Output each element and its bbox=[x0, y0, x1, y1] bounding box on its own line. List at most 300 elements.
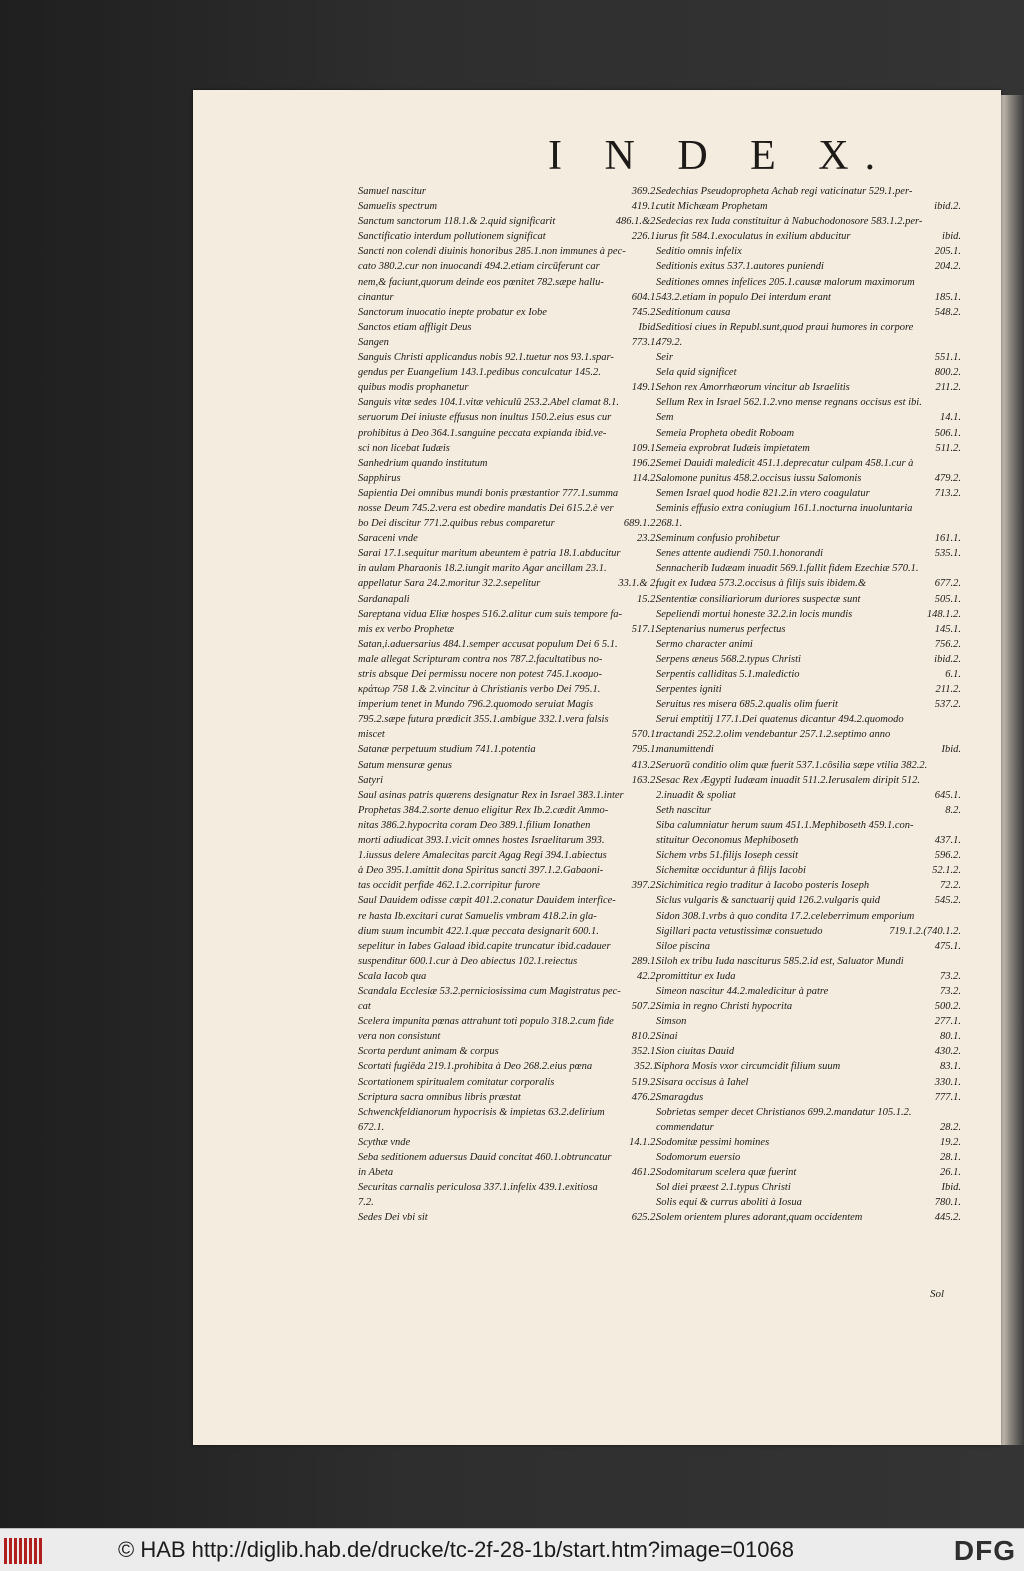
index-entry bbox=[358, 1180, 658, 1195]
index-entry-text: Sol diei præest 2.1.typus Christi bbox=[656, 1182, 791, 1194]
index-entry bbox=[656, 833, 961, 848]
index-entry-page: 277.1. bbox=[934, 1016, 961, 1028]
index-entry bbox=[358, 758, 658, 773]
index-entry bbox=[358, 184, 658, 199]
index-entry-page: 211.2. bbox=[935, 382, 961, 394]
index-entry bbox=[656, 607, 961, 622]
index-entry bbox=[358, 214, 658, 229]
index-entry-text: Satan,i.aduersarius 484.1.semper accusat populum Dei 6 5.1. bbox=[358, 638, 618, 650]
index-entry-text: suspenditur 600.1.cur à Deo abiectus 102.1.reiectus bbox=[358, 955, 578, 967]
index-entry bbox=[656, 441, 961, 456]
index-entry-text: manumittendi bbox=[656, 744, 714, 756]
index-entry bbox=[656, 984, 961, 999]
index-entry-text: Seruorū conditio olim quæ fuerit 537.1.cōsilia sæpe vtilia 382.2. bbox=[656, 759, 928, 771]
index-entry bbox=[656, 773, 961, 788]
index-entry bbox=[656, 622, 961, 637]
index-entry-text: Scriptura sacra omnibus libris præstat bbox=[358, 1091, 521, 1103]
index-entry bbox=[358, 199, 658, 214]
index-entry bbox=[358, 803, 658, 818]
index-entry bbox=[358, 410, 658, 425]
index-entry-text: Sanguis vitæ sedes 104.1.vitæ vehiculū 253.2.Abel clamat 8.1. bbox=[358, 397, 620, 409]
index-entry-text: Sesac Rex Ægypti Iudæam inuadit 511.2.Ierusalem diripit 512. bbox=[656, 774, 921, 786]
index-entry bbox=[656, 305, 961, 320]
index-entry bbox=[358, 607, 658, 622]
index-entry-text: Sententiæ consiliariorum duriores suspectæ sunt bbox=[656, 593, 861, 605]
index-entry-page: 461.2. bbox=[631, 1167, 658, 1179]
index-entry-text: Prophetas 384.2.sorte denuo eligitur Rex Ib.2.cædit Ammo- bbox=[358, 804, 609, 816]
index-entry-text: Sedechias Pseudopropheta Achab regi vaticinatur 529.1.per- bbox=[656, 186, 913, 197]
index-entry bbox=[656, 909, 961, 924]
index-entry-text: imperium tenet in Mundo 796.2.quomodo seruiat Magis bbox=[358, 699, 594, 711]
index-entry bbox=[358, 1165, 658, 1180]
index-entry-text: Scythæ vnde bbox=[358, 1136, 411, 1148]
index-entry-page: 645.1. bbox=[934, 789, 961, 801]
index-entry bbox=[656, 682, 961, 697]
index-entry-text: Sichem vrbs 51.filijs Ioseph cessit bbox=[656, 850, 799, 862]
index-entry-text: Satanæ perpetuum studium 741.1.potentia bbox=[358, 744, 536, 756]
index-entry-page: 28.2. bbox=[940, 1121, 961, 1133]
index-entry-text: κράτωρ 758 1.& 2.vincitur à Christianis verbo Dei 795.1. bbox=[358, 684, 601, 696]
index-entry-text: Semeia Propheta obedit Roboam bbox=[656, 427, 795, 439]
index-entry bbox=[656, 878, 961, 893]
index-entry-text: Scelera impunita pœnas attrahunt toti populo 318.2.cum fide bbox=[358, 1016, 614, 1028]
index-entry-page: 14.1.2. bbox=[629, 1136, 658, 1148]
index-entry bbox=[656, 576, 961, 591]
index-entry-text: Sellum Rex in Israel 562.1.2.vno mense regnans occisus est ibi. bbox=[656, 397, 922, 409]
index-entry-text: dium suum incumbit 422.1.quæ peccata designarit 600.1. bbox=[358, 925, 599, 937]
index-entry bbox=[358, 878, 658, 893]
index-entry-page: 109.1. bbox=[631, 442, 658, 454]
index-entry-text: Sanctum sanctorum 118.1.& 2.quid significarit bbox=[358, 216, 556, 228]
index-entry-page: 369.2. bbox=[631, 186, 658, 197]
index-entry-page: 6.1. bbox=[945, 669, 961, 680]
index-entry-text: 795.2.sæpe futura prædicit 355.1.ambigue 332.1.vera falsis bbox=[358, 714, 609, 726]
index-entry-text: appellatur Sara 24.2.moritur 32.2.sepelitur bbox=[358, 578, 541, 590]
index-entry-text: Semei Dauidi maledicit 451.1.deprecatur culpam 458.1.cur à bbox=[656, 457, 914, 469]
footer-copyright[interactable]: © HAB http://diglib.hab.de/drucke/tc-2f-28-1b/start.htm?image=01068 bbox=[118, 1537, 794, 1562]
index-entry-text: morti adiudicat 393.1.vicit omnes hostes Israelitarum 393. bbox=[358, 835, 605, 847]
index-entry bbox=[656, 727, 961, 742]
index-entry-text: sepelitur in Iabes Galaad ibid.capite truncatur ibid.cadauer bbox=[358, 940, 611, 952]
index-entry bbox=[358, 1090, 658, 1105]
index-entry-text: bo Dei discitur 771.2.quibus rebus comparetur bbox=[358, 518, 555, 530]
index-entry-text: male allegat Scripturam contra nos 787.2.facultatibus no- bbox=[358, 653, 603, 665]
index-entry bbox=[656, 259, 961, 274]
index-entry-text: Smaragdus bbox=[656, 1091, 704, 1103]
index-entry-page: 73.2. bbox=[940, 985, 961, 997]
index-entry-text: Siphora Mosis vxor circumcidit filium suum bbox=[656, 1061, 841, 1073]
index-entry-page: 161.1. bbox=[934, 533, 961, 545]
index-entry-page: 185.1. bbox=[934, 291, 961, 303]
index-entry-text: Scala Iacob qua bbox=[358, 970, 427, 982]
index-entry-page: 196.2. bbox=[631, 457, 658, 469]
index-entry bbox=[358, 1195, 658, 1210]
index-entry-text: Saul Dauidem odisse cœpit 401.2.conatur Dauidem interfice- bbox=[358, 895, 616, 907]
index-entry bbox=[358, 909, 658, 924]
index-entry bbox=[656, 380, 961, 395]
index-entry-page: 149.1. bbox=[631, 382, 658, 394]
index-entry bbox=[358, 742, 658, 757]
index-entry-text: tractandi 252.2.olim vendebantur 257.1.2.septimo anno bbox=[656, 729, 891, 741]
index-entry-text: Sanguis Christi applicandus nobis 92.1.tuetur nos 93.1.spar- bbox=[358, 352, 614, 364]
index-entry-page: 72.2. bbox=[940, 880, 961, 892]
index-entry-page: Ibid. bbox=[638, 321, 658, 333]
index-entry-page: 596.2. bbox=[934, 850, 961, 862]
index-entry bbox=[656, 939, 961, 954]
index-entry-text: Sehon rex Amorrhæorum vincitur ab Israelitis bbox=[656, 382, 850, 394]
index-entry bbox=[656, 712, 961, 727]
index-entry-page: 23.2. bbox=[637, 533, 658, 545]
index-entry bbox=[358, 244, 658, 259]
index-entry bbox=[358, 1150, 658, 1165]
index-entry bbox=[656, 546, 961, 561]
index-entry-text: Siloe piscina bbox=[656, 940, 710, 952]
index-entry bbox=[656, 184, 961, 199]
page-edge bbox=[1000, 95, 1024, 1445]
index-entry-page: 511.2. bbox=[935, 442, 961, 454]
index-entry bbox=[358, 954, 658, 969]
index-entry-text: cinantur bbox=[358, 291, 394, 303]
index-entry-text: Sanctificatio interdum pollutionem significat bbox=[358, 231, 546, 243]
dfg-logo: DFG bbox=[953, 1535, 1016, 1566]
index-entry bbox=[656, 848, 961, 863]
index-entry-text: Sedes Dei vbi sit bbox=[358, 1212, 428, 1224]
index-entry-text: nem,& faciunt,quorum deinde eos pœnitet 782.sæpe hallu- bbox=[358, 276, 604, 288]
index-entry-page: 14.1. bbox=[940, 412, 961, 424]
index-entry bbox=[656, 395, 961, 410]
index-entry-page: 689.1.2. bbox=[623, 518, 658, 530]
index-entry bbox=[358, 773, 658, 788]
index-entry-page: 500.2. bbox=[934, 1001, 961, 1013]
index-entry bbox=[656, 501, 961, 516]
index-entry bbox=[358, 939, 658, 954]
index-entry-text: Securitas carnalis periculosa 337.1.infelix 439.1.exitiosa bbox=[358, 1182, 598, 1194]
index-entry-text: Sion ciuitas Dauid bbox=[656, 1046, 735, 1058]
index-entry bbox=[656, 350, 961, 365]
index-entry-text: Sanctorum inuocatio inepte probatur ex Iobe bbox=[358, 306, 547, 318]
index-entry bbox=[358, 788, 658, 803]
index-entry bbox=[656, 471, 961, 486]
index-entry-text: tas occidit perfide 462.1.2.corripitur furore bbox=[358, 880, 541, 892]
index-entry-page: 719.1.2.(740.1.2. bbox=[889, 925, 961, 937]
index-entry-page: 505.1. bbox=[934, 593, 961, 605]
index-entry-page: 548.2. bbox=[934, 306, 961, 318]
index-entry bbox=[656, 229, 961, 244]
index-entry bbox=[656, 818, 961, 833]
index-entry bbox=[656, 275, 961, 290]
index-entry-text: Sodomitarum scelera quæ fuerint bbox=[656, 1167, 797, 1179]
index-entry bbox=[656, 788, 961, 803]
index-entry-page: 476.2. bbox=[631, 1091, 658, 1103]
index-entry-page: 507.2. bbox=[631, 1001, 658, 1013]
index-entry-text: Sichemitæ occiduntur à filijs Iacobi bbox=[656, 865, 806, 877]
index-entry-text: 7.2. bbox=[358, 1197, 374, 1209]
index-entry-text: in Abeta bbox=[358, 1167, 394, 1179]
index-entry-page: 19.2. bbox=[940, 1136, 961, 1148]
index-entry bbox=[358, 667, 658, 682]
index-entry bbox=[358, 501, 658, 516]
index-entry-text: promittitur ex Iuda bbox=[656, 970, 736, 982]
index-entry-text: Siclus vulgaris & sanctuarij quid 126.2.vulgaris quid bbox=[656, 895, 881, 907]
index-entry bbox=[656, 1059, 961, 1074]
index-entry-text: Saraceni vnde bbox=[358, 533, 418, 545]
index-entry-text: Simeon nascitur 44.2.maledicitur à patre bbox=[656, 985, 829, 997]
index-entry-page: 517.1. bbox=[631, 623, 658, 635]
index-entry bbox=[358, 275, 658, 290]
index-entry-text: iurus fit 584.1.exoculatus in exilium abducitur bbox=[656, 231, 851, 243]
index-entry bbox=[358, 622, 658, 637]
index-entry-text: Sardanapali bbox=[358, 593, 410, 605]
index-entry-text: Sinai bbox=[656, 1031, 678, 1043]
index-entry-text: Sarai 17.1.sequitur maritum abeuntem è patria 18.1.abducitur bbox=[358, 548, 621, 560]
index-entry-page: 551.1. bbox=[934, 352, 961, 364]
index-entry bbox=[358, 259, 658, 274]
index-entry-page: 330.1. bbox=[934, 1076, 961, 1088]
index-entry-page: 677.2. bbox=[934, 578, 961, 590]
index-entry-text: 2.inuadit & spoliat bbox=[656, 789, 736, 801]
index-entry-page: 437.1. bbox=[934, 835, 961, 847]
index-entry-page: 15.2. bbox=[637, 593, 658, 605]
index-entry bbox=[656, 365, 961, 380]
footer-bar bbox=[0, 1528, 1024, 1571]
index-entry-text: Solem orientem plures adorant,quam occidentem bbox=[656, 1212, 863, 1224]
index-entry bbox=[656, 1210, 961, 1225]
index-entry-text: Scandala Ecclesiæ 53.2.perniciosissima cum Magistratus pec- bbox=[358, 985, 621, 997]
index-entry-text: Sangen bbox=[358, 336, 389, 348]
index-entry bbox=[358, 1029, 658, 1044]
index-entry-page: ibid. bbox=[942, 231, 961, 243]
index-entry-text: Satyri bbox=[358, 774, 384, 786]
index-entry-text: Sodomorum euersio bbox=[656, 1152, 741, 1163]
index-entry bbox=[656, 1075, 961, 1090]
index-entry-text: Serpentis calliditas 5.1.maledictio bbox=[656, 669, 800, 680]
index-entry bbox=[358, 426, 658, 441]
index-entry bbox=[656, 1120, 961, 1135]
index-entry bbox=[656, 1044, 961, 1059]
index-entry-page: 475.1. bbox=[934, 940, 961, 952]
index-entry-text: Sigillari pacta vetustissimæ consuetudo bbox=[656, 925, 823, 937]
index-entry-text: Sodomitæ pessimi homines bbox=[656, 1136, 770, 1148]
index-entry-text: Sancti non colendi diuinis honoribus 285.1.non immunes à pec- bbox=[358, 246, 626, 258]
index-entry-text: Seditio omnis infelix bbox=[656, 246, 742, 258]
index-entry bbox=[656, 335, 961, 350]
index-entry-page: 486.1.&2. bbox=[615, 216, 658, 228]
index-entry-text: Simson bbox=[656, 1016, 687, 1028]
index-entry-page: 413.2. bbox=[631, 759, 658, 771]
index-entry bbox=[656, 486, 961, 501]
index-entry bbox=[358, 637, 658, 652]
index-entry-text: Seminum confusio prohibetur bbox=[656, 533, 780, 545]
index-entry-page: 625.2. bbox=[631, 1212, 658, 1224]
index-entry-page: 42.2. bbox=[637, 970, 658, 982]
index-entry bbox=[358, 456, 658, 471]
index-entry-page: 419.1. bbox=[631, 201, 658, 213]
index-entry-text: Sela quid significet bbox=[656, 367, 737, 379]
index-entry bbox=[656, 893, 961, 908]
index-entry-text: Sennacherib Iudæam inuadit 569.1.fallit fidem Ezechiæ 570.1. bbox=[656, 563, 919, 575]
index-entry bbox=[358, 290, 658, 305]
index-entry-page: 800.2. bbox=[934, 367, 961, 379]
index-entry-page: 479.2. bbox=[934, 472, 961, 484]
index-entry-page: 352.1. bbox=[631, 1046, 658, 1058]
index-entry-text: Sermo character animi bbox=[656, 638, 753, 650]
index-entry-page: 519.2. bbox=[631, 1076, 658, 1088]
index-entry-text: Salomone punitus 458.2.occisus iussu Salomonis bbox=[656, 472, 862, 484]
index-entry-page: 570.1. bbox=[631, 729, 658, 741]
index-entry bbox=[656, 697, 961, 712]
index-entry bbox=[656, 531, 961, 546]
index-entry-text: commendatur bbox=[656, 1121, 714, 1133]
index-entry-text: Seditiosi ciues in Republ.sunt,quod praui humores in corpore bbox=[656, 321, 914, 333]
index-entry bbox=[358, 1014, 658, 1029]
index-entry-page: 289.1. bbox=[631, 955, 658, 967]
index-entry-text: Seth nascitur bbox=[656, 804, 712, 816]
index-entry bbox=[656, 1014, 961, 1029]
index-entry-text: 479.2. bbox=[656, 336, 683, 348]
index-entry-page: 713.2. bbox=[934, 487, 961, 499]
index-entry bbox=[358, 592, 658, 607]
index-entry-text: Siba calumniatur herum suum 451.1.Mephiboseth 459.1.con- bbox=[656, 819, 914, 831]
index-entry-text: 268.1. bbox=[656, 518, 683, 530]
page-title: I N D E X. bbox=[548, 133, 892, 179]
index-entry-text: re hasta Ib.excitari curat Samuelis vmbram 418.2.in gla- bbox=[358, 910, 597, 922]
index-entry bbox=[358, 1075, 658, 1090]
index-entry bbox=[358, 335, 658, 350]
index-entry-text: gendus per Euangelium 143.1.pedibus conculcatur 145.2. bbox=[358, 367, 601, 379]
index-entry-page: 777.1. bbox=[934, 1091, 961, 1103]
index-entry bbox=[656, 742, 961, 757]
index-entry bbox=[358, 395, 658, 410]
index-entry-text: Sisara occisus à Iahel bbox=[656, 1076, 749, 1088]
index-entry bbox=[656, 592, 961, 607]
index-entry bbox=[358, 1210, 658, 1225]
index-entry bbox=[358, 546, 658, 561]
index-entry-page: 604.1. bbox=[631, 291, 658, 303]
index-entry-text: Sanhedrium quando institutum bbox=[358, 457, 488, 469]
index-entry-page: Ibid. bbox=[941, 744, 961, 756]
index-entry-text: Simia in regno Christi hypocrita bbox=[656, 1001, 793, 1013]
index-entry-page: 52.1.2. bbox=[932, 865, 961, 877]
index-entry-page: ibid.2. bbox=[934, 653, 961, 665]
index-entry-text: Seruitus res misera 685.2.qualis olim fuerit bbox=[656, 699, 838, 711]
index-entry-page: 756.2. bbox=[934, 638, 961, 650]
index-entry bbox=[656, 637, 961, 652]
index-entry-text: Seba seditionem aduersus Dauid concitat 460.1.obtruncatur bbox=[358, 1152, 612, 1163]
index-entry-text: Sepeliendi mortui honeste 32.2.in locis mundis bbox=[656, 608, 853, 620]
index-entry-page: 8.2. bbox=[945, 804, 961, 816]
index-entry-text: Septenarius numerus perfectus bbox=[656, 623, 786, 635]
index-entry-text: quibus modis prophanetur bbox=[358, 382, 469, 394]
index-entry bbox=[358, 516, 658, 531]
index-entry-text: 672.1. bbox=[358, 1121, 385, 1133]
index-entry-text: à Deo 395.1.amittit dona Spiritus sancti 397.1.2.Gabaoni- bbox=[358, 865, 604, 877]
index-entry-text: Seditiones omnes infelices 205.1.causæ malorum maximorum bbox=[656, 276, 915, 288]
index-entry-text: cato 380.2.cur non inuocandi 494.2.etiam circūferunt car bbox=[358, 261, 600, 273]
index-entry bbox=[358, 924, 658, 939]
index-entry-page: 83.1. bbox=[940, 1061, 961, 1073]
index-entry bbox=[656, 999, 961, 1014]
index-entry bbox=[656, 969, 961, 984]
index-entry-page: 745.2. bbox=[631, 306, 658, 318]
index-entry-text: Scortationem spiritualem comitatur corporalis bbox=[358, 1076, 555, 1088]
index-entry-text: Sidon 308.1.vrbs à quo condita 17.2.celeberrimum emporium bbox=[656, 910, 915, 922]
index-entry-text: Sapientia Dei omnibus mundi bonis præstantior 777.1.summa bbox=[358, 487, 619, 499]
index-entry-text: in aulam Pharaonis 18.2.iungit marito Agar ancillam 23.1. bbox=[358, 563, 607, 575]
index-entry-text: Sareptana vidua Eliæ hospes 516.2.alitur cum suis tempore fa- bbox=[358, 608, 623, 620]
index-entry-page: 445.2. bbox=[934, 1212, 961, 1224]
index-entry-text: Scorta perdunt animam & corpus bbox=[358, 1046, 499, 1058]
index-entry-page: 430.2. bbox=[934, 1046, 961, 1058]
index-entry bbox=[656, 1090, 961, 1105]
index-entry bbox=[358, 833, 658, 848]
index-entry bbox=[358, 471, 658, 486]
index-entry-text: Seir bbox=[656, 352, 673, 364]
index-entry bbox=[358, 441, 658, 456]
index-entry-text: sci non licebat Iudæis bbox=[358, 442, 450, 454]
index-entry bbox=[358, 893, 658, 908]
index-entry-page: 506.1. bbox=[934, 427, 961, 439]
index-entry bbox=[358, 818, 658, 833]
index-entry-text: Sem bbox=[656, 412, 674, 424]
index-entry-page: ibid.2. bbox=[934, 201, 961, 213]
index-entry-text: Serpens æneus 568.2.typus Christi bbox=[656, 653, 801, 665]
index-entry-page: 28.1. bbox=[940, 1152, 961, 1163]
index-entry-text: Sichimitica regio traditur à Iacobo posteris Ioseph bbox=[656, 880, 870, 892]
index-entry-text: Siloh ex tribu Iuda nasciturus 585.2.id est, Saluator Mundi bbox=[656, 955, 904, 967]
index-entry-text: seruorum Dei iniuste effusus non inultus 150.2.eius esus cur bbox=[358, 412, 612, 424]
index-entry bbox=[358, 984, 658, 999]
index-entry-text: fugit ex Iudæa 573.2.occisus à filijs suis ibidem.& bbox=[656, 578, 866, 590]
index-entry bbox=[656, 290, 961, 305]
index-entry-text: Serpentes ignitі bbox=[656, 684, 722, 696]
index-entry-text: Serui emptitij 177.1.Dei quatenus dicantur 494.2.quomodo bbox=[656, 714, 904, 726]
index-entry-text: 543.2.etiam in populo Dei interdum erant bbox=[656, 291, 831, 303]
index-entry bbox=[656, 410, 961, 425]
index-entry bbox=[358, 380, 658, 395]
index-entry-text: Seditionis exitus 537.1.autores puniendi bbox=[656, 261, 824, 273]
index-entry bbox=[358, 1135, 658, 1150]
index-entry-text: Seminis effusio extra coniugium 161.1.nocturna inuoluntaria bbox=[656, 502, 913, 514]
index-entry bbox=[358, 1059, 658, 1074]
index-entry-text: miscet bbox=[358, 729, 385, 741]
index-entry-text: Scortati fugiēda 219.1.prohibita à Deo 268.2.eius pœna bbox=[358, 1061, 593, 1073]
index-entry bbox=[656, 199, 961, 214]
index-entry bbox=[656, 954, 961, 969]
index-entry bbox=[656, 863, 961, 878]
index-entry bbox=[656, 1195, 961, 1210]
index-entry-page: 205.1. bbox=[934, 246, 961, 258]
index-entry bbox=[358, 576, 658, 591]
index-entry bbox=[656, 1029, 961, 1044]
index-entry-page: 397.2. bbox=[631, 880, 658, 892]
index-entry-text: mis ex verbo Prophetæ bbox=[358, 623, 455, 635]
index-entry-text: Seditionum causa bbox=[656, 306, 731, 318]
index-entry-text: Semeia exprobrat Iudæis impietatem bbox=[656, 442, 810, 454]
index-entry bbox=[358, 531, 658, 546]
index-entry-page: 114.2. bbox=[632, 472, 658, 484]
index-entry-page: 226.1. bbox=[631, 231, 658, 243]
index-column-right bbox=[656, 184, 961, 1225]
index-entry bbox=[358, 652, 658, 667]
index-entry bbox=[358, 365, 658, 380]
index-entry bbox=[358, 863, 658, 878]
index-entry bbox=[358, 999, 658, 1014]
index-entry-text: vera non consistunt bbox=[358, 1031, 441, 1043]
index-entry bbox=[656, 803, 961, 818]
hab-logo-icon bbox=[4, 1538, 46, 1564]
index-entry-page: 80.1. bbox=[940, 1031, 961, 1043]
index-entry bbox=[358, 305, 658, 320]
